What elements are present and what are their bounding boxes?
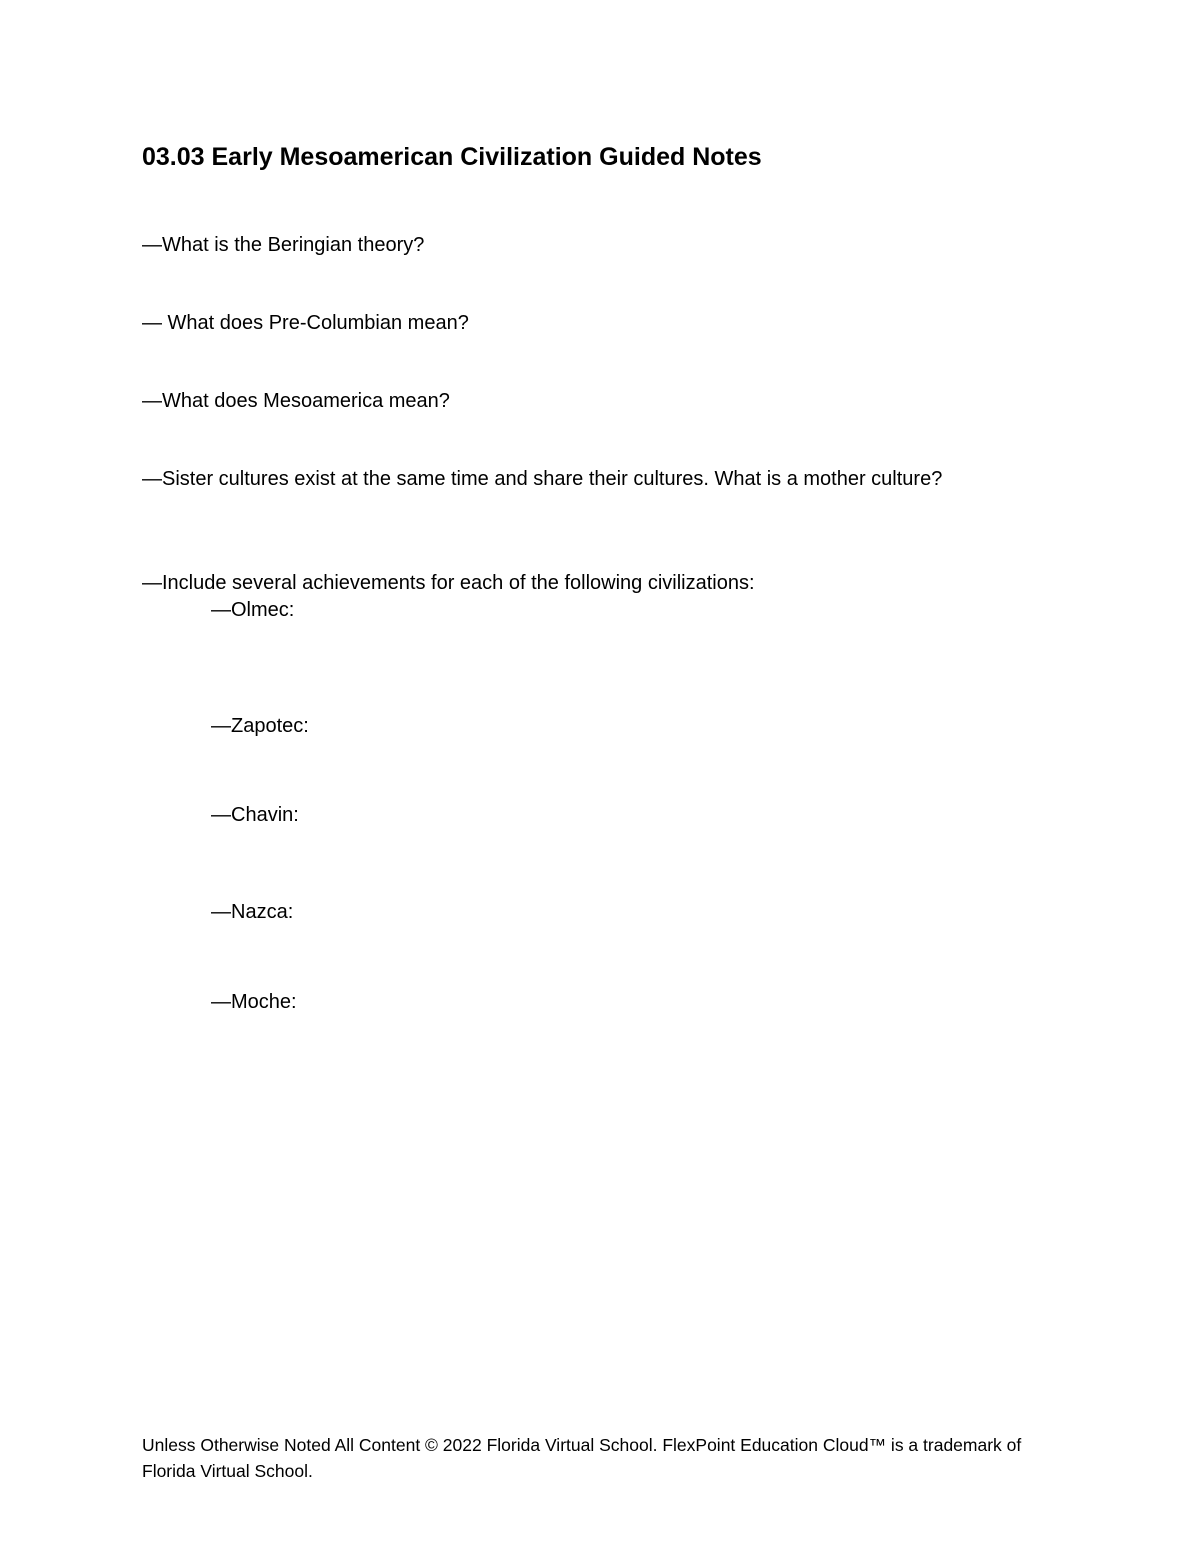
question-pre-columbian: — What does Pre-Columbian mean? <box>142 312 469 334</box>
civilization-moche: —Moche: <box>211 991 297 1013</box>
civilization-zapotec: —Zapotec: <box>211 715 309 737</box>
civilization-olmec: —Olmec: <box>211 599 295 621</box>
page-title: 03.03 Early Mesoamerican Civilization Guided Notes <box>142 143 762 171</box>
question-achievements: —Include several achievements for each of the following civilizations: <box>142 572 755 594</box>
question-mother-culture: —Sister cultures exist at the same time and share their cultures. What is a mother culture? <box>142 468 943 490</box>
question-mesoamerica: —What does Mesoamerica mean? <box>142 390 450 412</box>
civilization-nazca: —Nazca: <box>211 901 294 923</box>
civilization-chavin: —Chavin: <box>211 804 299 826</box>
copyright-footer: Unless Otherwise Noted All Content © 2022 Florida Virtual School. FlexPoint Education Cloud™ is a trademark of Florida Virtual School. <box>142 1435 1022 1481</box>
question-beringian-theory: —What is the Beringian theory? <box>142 234 425 256</box>
